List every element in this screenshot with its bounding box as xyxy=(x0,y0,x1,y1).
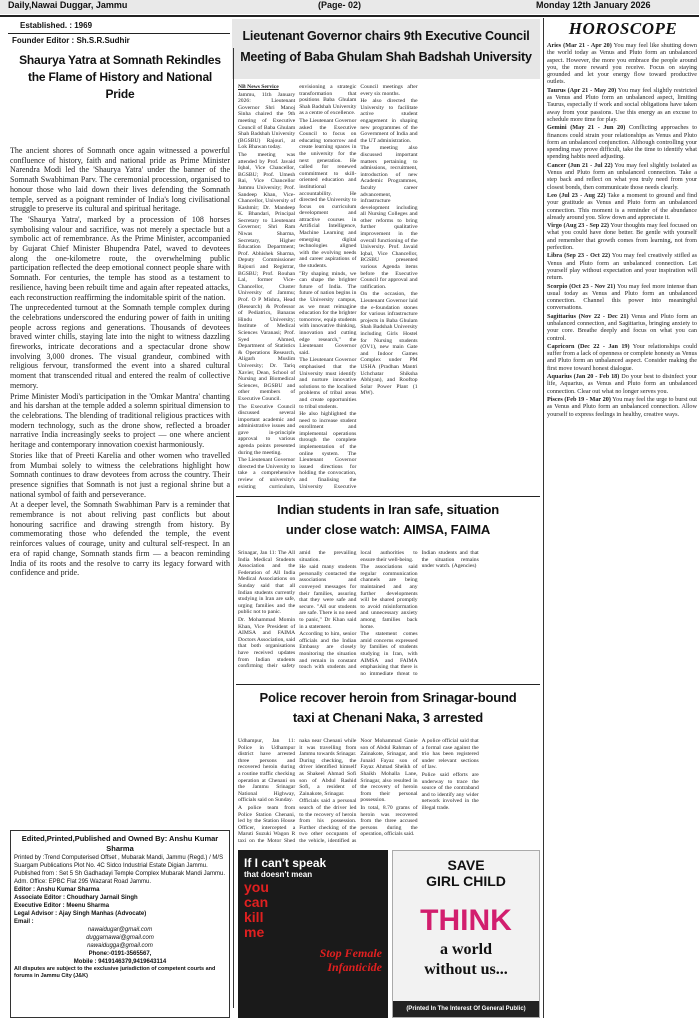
horoscope-entry xyxy=(547,283,697,312)
iran-para: He said many students personally contacted the associations and conveyed messages for their families, assuring that they were safe and secure. "All our students are safe. There is no need to panic," Dr Khan said in a statement. xyxy=(299,564,357,630)
horoscope-entry xyxy=(547,222,697,251)
founder-text: Founder Editor : Sh.S.R.Sudhir xyxy=(12,36,130,45)
ad-right-footer: (Printed In The Interest Of General Public) xyxy=(393,1001,539,1017)
horoscope-sign: Virgo (Aug 23 - Sep 22) xyxy=(547,222,609,230)
imprint-footer: All disputes are subject to the exclusive jurisdiction of competent courts and forums in Jammu City (J&K) xyxy=(14,966,216,979)
imprint-box xyxy=(10,830,230,1018)
heroin-body xyxy=(238,738,540,846)
horoscope-sign: Scorpio (Oct 23 - Nov 21) xyxy=(547,282,616,290)
iran-para: Dr. Mohammad Momin Khan, Vice President of AIMSA and FAIMA Doctors Association, said that both organisations have received updates from Indian students confirming their safety amid the prevailing situation. xyxy=(238,550,357,670)
somnath-para: The unprecedented turnout at the Somnath temple complex during the celebrations underscored the enduring power of faith in uniting people across regions and generations. Thousands of devotees braved winter chills, staying late into the night to witness dazzling fireworks, intricate decorations and a spectacular drone show involving 3,000 drones. The visual grandeur, combined with religious fervour, transformed the event into a shared cultural moment that transcended ritual and entered the realm of collective memory. xyxy=(10,303,230,390)
ad-left-line: If I can't speak xyxy=(244,856,327,870)
ad-stop-infanticide xyxy=(238,850,388,1018)
horoscope-entry xyxy=(547,124,697,160)
horoscope-text: Conflicting approaches to finances could strain your relationships as Venus and Pluto form an unbalanced conjunction. Although controlling your spending may prove difficult, take the time to identify what spending habits need adjusting. xyxy=(547,124,697,161)
lg-para: On the occasion, the Lieutenant Governor laid the e-foundation stones for various infrastructure projects in Baba Ghulam Shah Badshah University including Girls Hostel for Nursing students (OV1), new main Gate and Indoor Games Complex under PM USHA (Pradhan Mantri Uchchatar Shiksha Abhiyan), and Rooftop Solar Power Plant (1 MW). xyxy=(360,291,418,397)
lg-body xyxy=(238,84,540,494)
heroin-para: Udhampur, Jan 11: Police in Udhampur district have arrested three persons and recovered heroin during a routine traffic checking operation at Chenani on the Jammu Srinagar National Highway, officials said on Sunday. xyxy=(238,738,296,804)
horoscope-sign: Cancer (Jun 21 - Jul 22) xyxy=(547,161,613,169)
horoscope-title: HOROSCOPE xyxy=(568,19,678,38)
horoscope-sign: Aquarius (Jan 20 - Feb 18) xyxy=(547,373,620,381)
lg-para: The Executive Council discussed several important academic and administrative issues and gave in-principle approval to various agenda points presented during the meeting. xyxy=(238,403,296,456)
imprint-legal: Legal Advisor : Ajay Singh Manhas (Advocate) xyxy=(14,911,147,917)
horoscope-sign: Leo (Jul 23 - Aug 22) xyxy=(547,191,606,199)
imprint-editor: Editor : Anshu Kumar Sharma xyxy=(14,887,100,893)
somnath-para: The 'Shaurya Yatra', marked by a procession of 108 horses symbolising valour and sacrifice, was not merely a spectacle but a symbolic act of remembrance. As the Prime Minister, accompanied by Gujarat Chief Minister Bhupendra Patel, waved to devotees along the one-kilometre route, the overwhelming public participation reflected the deep emotional connect people share with Somnath. For centuries, the temple has stood as a testament to resilience, having been rebuilt time and again after repeated attacks, each reconstruction reaffirming the indomitable spirit of the nation. xyxy=(10,214,230,302)
iran-headline xyxy=(236,498,540,546)
heroin-top-rule xyxy=(236,684,540,685)
imprint-email: nawaidugga@gmail.com xyxy=(87,943,153,949)
lg-para: He also highlighted the need to increase student enrollment and implemental operations through the complete implementation of the online system. The Lieutenant Governor issued directions for holding the convocation, and finalising the University Executive Council meetings after every six months. xyxy=(299,84,418,490)
imprint-assoc-editor: Associate Editor : Choudhary Jarnail Singh xyxy=(14,895,138,901)
ad-left-line: you xyxy=(244,879,269,895)
somnath-para: Stories like that of Preeti Karelia and other women who travelled from Mumbai solely to witness the celebrations highlight how Somnath continues to draw devotees from across the country. Their presence signifies that Somnath is not just a regional shrine but a national symbol of faith and perseverance. xyxy=(10,450,230,499)
horoscope-text: Your relationships could suffer from a lack of openness or complete honesty as Venus and Pluto form an unbalanced aspect. Consider making the first move toward honest dialogue. xyxy=(547,342,697,372)
iran-body xyxy=(238,550,540,682)
established-text: Established. : 1969 xyxy=(20,21,93,30)
iran-top-rule xyxy=(236,496,540,497)
heroin-para: Officials said a personal search of the driver led to the recovery of heroin from his possession. Further checking of the two other occupants of the vehicle, identified as Noor Mohammad Ganie son of Abdul Rahman of Zainakote, Srinagar, and Junaid Fayaz son of Fayaz Ahmad Sheikh of Shaikh Mohalla Lane, Srinagar, also resulted in the recovery of heroin from their personal possession. xyxy=(299,738,418,844)
lg-para: The Lieutenant Governor directed the University to take a comprehensive review of university's existing curriculum, envisioning a strategic transformation that positions Baba Ghulam Shah Badshah University as a centre of excellence. xyxy=(238,84,357,490)
horoscope-entry xyxy=(547,87,697,123)
ad-left-tag: Stop Female xyxy=(319,946,382,960)
ad-right-line: without us... xyxy=(424,961,508,978)
ad-right-line: GIRL CHILD xyxy=(426,873,506,889)
ad-left-line: kill xyxy=(244,909,264,925)
heroin-headline-line2: taxi at Chenani Naka, 3 arrested xyxy=(292,710,484,725)
horoscope-entry xyxy=(547,192,697,221)
lg-para: The meeting was attended by Prof. Javaid Iqbal, Vice Chancellor, BGSBU; Prof. Umesh Rai, Vice Chancellor Jammu University; Prof. Sandeep Khan, Vice-Chancellor, University of Kashmir; Dr. Mandeep K. Bhandari, Principal Secretary to Lieutenant Governor; Shri Ram Niwas Sharma, Secretary, Higher Education Department; Prof. Abhishek Sharma, Deputy Commissioner Rajouri and Registrar, BGSBU; Prof. Rouhan Lal, former Vice-Chancellor, Cluster University of Jammu; Prof. O P Mishra, Head (Research) & Professor of Pediatrics, Banaras Hindu University; Institute of Medical Sciences Varanasi; Prof. Syed Ahmed, Department of Statistics & Operations Research, Aligarh Muslim University; Dr. Tariq Xavier, Dean, School of Nursing and Biomedical Sciences, BGSBU and other members of Executive Council. xyxy=(238,151,296,402)
imprint-mobile: Mobile : 9419146379,9419643114 xyxy=(73,959,167,965)
somnath-body xyxy=(10,146,230,826)
masthead-strip xyxy=(0,0,699,14)
imprint-line: Adm. Office: EPBC Flat 295 Wazarat Road Jammu. xyxy=(14,879,152,885)
horoscope-sign: Libra (Sep 23 - Oct 22) xyxy=(547,252,611,260)
iran-para: Srinagar, Jan 11: The All India Medical Students Association and the Federation of All India Medical Associations on Sunday said that all Indian students currently studying in Iran are safe, urging families and the public not to panic. xyxy=(238,550,296,616)
masthead-rule xyxy=(0,15,699,17)
horoscope-entry xyxy=(547,252,697,281)
left-column-rule xyxy=(233,48,234,1008)
established-box xyxy=(20,20,230,32)
somnath-headline: Shaurya Yatra at Somnath Rekindles the Flame of History and National Pride xyxy=(19,53,221,101)
horoscope-text: You may feel slightly isolated as Venus and Pluto form an unbalanced connection. Take a step back and reflect on what you truly need from your closest bonds, then communicate those needs clearly. xyxy=(547,161,697,191)
heroin-headline-line1: Police recover heroin from Srinagar-bound xyxy=(259,690,517,705)
imprint-line: Published from : Set 5 Sh Gadhadayi Temple Complex Mubarak Mandi Jammu. xyxy=(14,871,225,877)
iran-para: The statement comes amid concerns expressed by families of students studying in Iran, with AIMSA and FAIMA emphasising that there is no immediate threat to Indian students and that the situation remains under watch. (Agencies) xyxy=(360,550,479,677)
ad-right-line: SAVE xyxy=(447,857,485,873)
somnath-para: Prime Minister Modi's participation in the 'Omkar Mantra' chanting and his darshan at the temple added a solemn spiritual dimension to the celebrations. The blending of traditional religious practices with modern technology, such as the drone show, reflected a broader narrative India increasingly seeks to project — one where ancient heritage and contemporary innovation coexist harmoniously. xyxy=(10,391,230,450)
lg-headline-line2: Meeting of Baba Ghulam Shah Badshah University xyxy=(240,50,532,64)
horoscope-sign: Gemini (May 21 - Jun 20) xyxy=(547,124,626,132)
horoscope-entry xyxy=(547,42,697,86)
horoscope-text: You may feel like shutting down the world today as Venus and Pluto form an unbalanced aspect. However, the more you embrace the people around you, the more reward you receive. Focus on staying grounded and let your energy flow toward productive outlets. xyxy=(547,42,697,86)
iran-headline-line2: under close watch: AIMSA, FAIMA xyxy=(285,522,491,537)
horoscope-entry xyxy=(547,373,697,395)
heroin-para: Police said efforts are underway to trace the source of the contraband and to identify any wider network involved in the illegal trade. xyxy=(421,771,479,811)
established-rule xyxy=(8,33,230,34)
lg-headline xyxy=(232,19,540,79)
horoscope-entry xyxy=(547,396,697,418)
ad-save-girl-child xyxy=(392,850,540,1018)
horoscope-text: You may feel creatively stifled as Venus and Pluto form an unbalanced connection. Let yourself play without expectation and your inspiration will return. xyxy=(547,252,697,282)
ad-left-tag: Infanticide xyxy=(327,960,382,974)
imprint-phone: Phone:-0191-3565567, xyxy=(88,951,152,957)
founder-box xyxy=(12,35,232,47)
ad-left-line: me xyxy=(244,924,265,940)
horoscope-sign: Aries (Mar 21 - Apr 20) xyxy=(547,42,612,49)
horoscope-sign: Capricorn (Dec 22 - Jan 19) xyxy=(547,342,630,350)
horoscope-text: Take a moment to ground and find your gratitude as Venus and Pluto form an unbalanced connection. This moment is a reminder of the abundance already around you. Slow down and appreciate it. xyxy=(547,191,697,221)
lg-para: "By shaping minds, we can shape the brighter future of India. The future of nation begins in the University campus, as we must reimagine education for the brighter tomorrow, equip students with innovative thinking, innovation and cutting edge research," the Lieutenant Governor said. xyxy=(299,270,357,356)
ad-left-line: can xyxy=(244,894,269,910)
horoscope-entry xyxy=(547,313,697,342)
horoscope-body xyxy=(547,42,697,1018)
ad-right-line: a world xyxy=(440,941,492,958)
imprint-email-label: Email : xyxy=(14,919,34,925)
lg-headline-line1: Lieutenant Governor chairs 9th Executive Council xyxy=(242,29,530,43)
lg-para: The Lieutenant Governor emphasised that the University must identify and nurture innovative solutions to the localised problems of tribal areas and create opportunities to tribal students. xyxy=(299,357,357,410)
iran-para: The associations said regular communication channels are being maintained and any further developments will be shared promptly to avoid misinformation and unnecessary anxiety among families back home. xyxy=(360,564,418,630)
iran-headline-line1: Indian students in Iran safe, situation xyxy=(277,502,499,517)
ad-right-line: THINK xyxy=(420,904,512,937)
horoscope-text: You may feel slightly restricted as Venus and Pluto form an unbalanced aspect, limiting Taurus, especially if work and social obligations have taken away from your passions. Use this energy as an excuse to schedule more time for play. xyxy=(547,86,697,123)
horoscope-sign: Pisces (Feb 19 - Mar 20) xyxy=(547,395,611,403)
page-number: (Page- 02) xyxy=(318,0,362,10)
somnath-para: The ancient shores of Somnath once again witnessed a powerful confluence of history, faith and national pride as Prime Minister Narendra Modi led the 'Shaurya Yatra' under the banner of the Somnath Swabhiman Parv. The ceremonial procession, organised to honour those who laid down their lives defending the Somnath temple, served as a poignant reminder of India's long civilisational struggle to preserve its cultural and spiritual heritage. xyxy=(10,146,230,214)
paper-name: Daily,Nawai Duggar, Jammu xyxy=(8,0,128,10)
horoscope-text: You may feel more intense than usual today as Venus and Pluto form an unbalanced connection. Channel this power into meaningful conversations. xyxy=(547,282,697,312)
horoscope-text: Your thoughts may feel focused on what you could have done better. Be gentle with yourself and remember that growth comes from learning, not from perfection. xyxy=(547,222,697,252)
horoscope-sign: Taurus (Apr 21 - May 20) xyxy=(547,86,617,94)
horoscope-entry xyxy=(547,162,697,191)
horoscope-text: Do your best to disinfect your life, Aquarius, as Venus and Pluto form an unbalanced connection. Clear out what no longer serves you. xyxy=(547,373,697,395)
imprint-exec-editor: Executive Editor : Meenu Sharma xyxy=(14,903,110,909)
imprint-line: Printed by :Trend Computerised Offset , Mubarak Mandi, Jammu (Regd.) / M/S Suargam Publications Plot No. 4C Sidco Industrial Estate Digian Jammu. xyxy=(14,855,224,869)
heroin-para: A police official said that a formal case against the trio has been registered under relevant sections of law. xyxy=(421,738,479,771)
lg-para: The meeting also discussed important matters pertaining to admissions, recruitment, introduction of new Academic Programmes, faculty career advancement, infrastructure development including all Nursing Colleges and other reforms to bring further qualitative improvement in the overall functioning of the University. Prof. Javaid Iqbal, Vice Chancellor, BGSBU presented various Agenda items before the Executive Council for approval and ratification. xyxy=(360,145,418,290)
horoscope-text: Venus and Pluto form an unbalanced connection, and Sagittarius, bringing anxiety to your core. Breathe deeply and focus on what you can control. xyxy=(547,312,697,342)
ad-left-line: that doesn't mean xyxy=(244,870,313,879)
horoscope-rule xyxy=(543,18,544,1018)
horoscope-text: You may feel the urge to burst out as Venus and Pluto form an unbalanced connection. Allow yourself to express feelings in healthy, creative ways. xyxy=(547,395,697,418)
heroin-para: In total, 8.70 grams of heroin was recovered from the three accused persons during the operation, officials said. xyxy=(360,804,418,838)
issue-date: Monday 12th January 2026 xyxy=(536,0,651,10)
imprint-heading: Edited,Printed,Published and Owned By: Anshu Kumar Sharma xyxy=(21,834,219,853)
heroin-para: A police team from Police Station Chenani, led by the Station House Officer, intercepted a Maruti Suzuki Wagon R taxi on the Motor Shed naka near Chenani while it was travelling from Jammu towards Srinagar. During checking, the driver identified himself as Shakeel Ahmad Sofi son of Abdul Rashid Sofi, a resident of Zainakote, Srinagar. xyxy=(238,738,357,844)
lg-para: He also directed the University to facilitate active student engagement in shaping new programmes of the Government of India and the UT administration. xyxy=(360,98,418,144)
somnath-para: At a deeper level, the Somnath Swabhiman Parv is a reminder that remembrance is not about reliving past conflicts but about honouring sacrifice and drawing strength from history. By commemorating those who defended the temple, the event reinforces values of courage, unity and cultural self-respect. In an era of rapid change, Somnath stands firm — a beacon reminding India of its roots and the resolve to carry its legacy forward with confidence and pride. xyxy=(10,500,230,578)
horoscope-sign: Sagittarius (Nov 22 - Dec 21) xyxy=(547,312,629,320)
lg-para: The Lieutenant Governor asked the Executive Council to focus on educating tomorrow and create learning spaces in the university for the next generation. He called for renewed commitment to skill-oriented education and institutional accountability. He directed the University to focus on curriculum development and attractive courses in Artificial Intelligence, Machine Learning and emerging digital technologies aligned with the evolving needs and career aspirations of the students. xyxy=(299,117,357,270)
horoscope-entry xyxy=(547,343,697,372)
lg-byline: NB News Service xyxy=(238,84,279,90)
heroin-headline xyxy=(236,686,540,734)
iran-para: According to him, senior officials and the Indian Embassy are closely monitoring the situation and remain in constant touch with students and local authorities to ensure their well-being. xyxy=(299,550,418,671)
lg-para: Jammu, 11th January 2026: Lieutenant Governor Shri Manoj Sinha chaired the 9th meeting of Executive Council of Baba Ghulam Shah Badshah University (BGSBU) Rajouri, at Lok Bhawan today. xyxy=(238,91,296,151)
imprint-email: duggarnawai@gmail.com xyxy=(86,935,154,941)
imprint-email: nawaidugar@gmail.com xyxy=(87,927,153,933)
